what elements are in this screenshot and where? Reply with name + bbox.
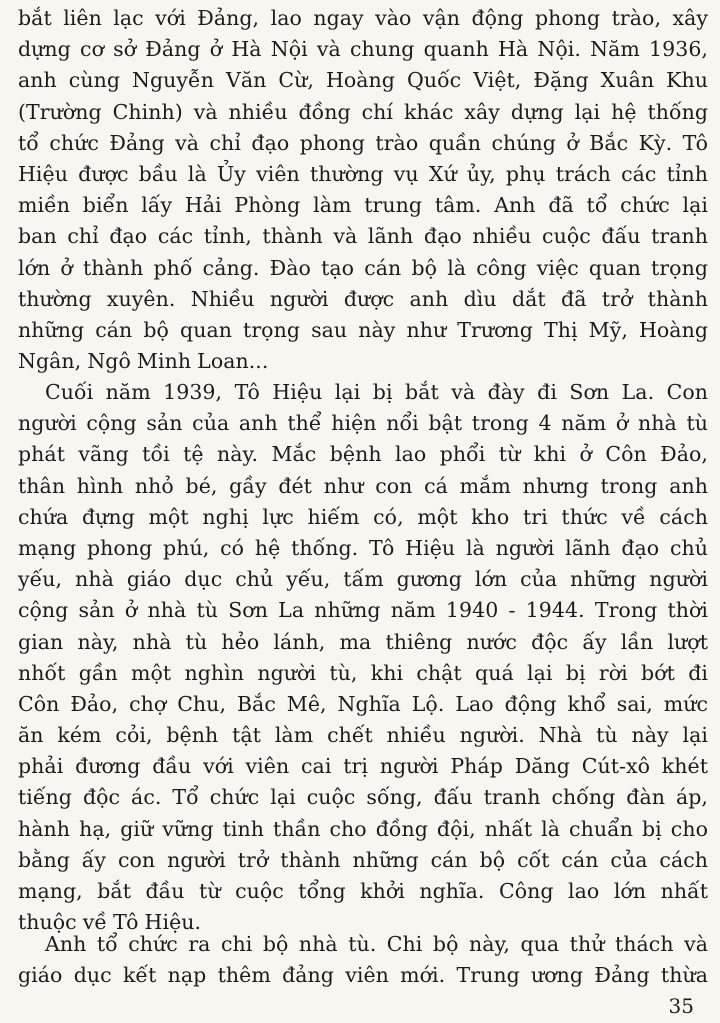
text-line: mạng, bắt đầu từ cuộc tổng khởi nghĩa. Công lao lớn nhất (18, 879, 708, 903)
text-line: dựng cơ sở Đảng ở Hà Nội và chung quanh Hà Nội. Năm 1936, (18, 37, 708, 62)
text-line: yếu, nhà giáo dục chủ yếu, tấm gương lớn của những người (18, 567, 708, 592)
text-line: Côn Đảo, chợ Chu, Bắc Mê, Nghĩa Lộ. Lao động khổ sai, mức (18, 691, 708, 716)
text-line: hành hạ, giữ vững tinh thần cho đồng đội, nhất là chuẩn bị cho (18, 816, 708, 841)
text-line: tiếng độc ác. Tổ chức lại cuộc sống, đấu tranh chống đàn áp, (18, 785, 708, 810)
text-line: ban chỉ đạo các tỉnh, thành và lãnh đạo nhiều cuộc đấu tranh (18, 224, 708, 249)
text-line: thường xuyên. Nhiều người được anh dìu dắt đã trở thành (18, 286, 708, 311)
text-line: phải đương đầu với viên cai trị người Pháp Dăng Cút-xô khét (18, 754, 708, 779)
text-line: bằng ấy con người trở thành những cán bộ cốt cán của cách (18, 847, 708, 872)
paragraph-1 (18, 3, 708, 377)
text-line: Cuối năm 1939, Tô Hiệu lại bị bắt và đày đi Sơn La. Con (45, 380, 708, 404)
text-line: mạng phong phú, có hệ thống. Tô Hiệu là người lãnh đạo chủ (18, 535, 708, 560)
text-line: người cộng sản của anh thể hiện nổi bật trong 4 năm ở nhà tù (18, 411, 708, 436)
text-line: ăn kém cỏi, bệnh tật làm chết nhiều người. Nhà tù này lại (18, 723, 708, 748)
text-line: Ngân, Ngô Minh Loan... (18, 349, 269, 374)
page-number: 35 (668, 994, 694, 1018)
paragraph-3 (18, 929, 708, 991)
text-line: Anh tổ chức ra chi bộ nhà tù. Chi bộ này, qua thử thách và (45, 932, 708, 956)
text-line: nhốt gần một nghìn người tù, khi chật quá lại bị rời bớt đi (18, 660, 708, 685)
text-line: phát vãng tồi tệ này. Mắc bệnh lao phổi từ khi ở Côn Đảo, (18, 442, 708, 467)
text-line: những cán bộ quan trọng sau này như Trương Thị Mỹ, Hoàng (18, 317, 708, 342)
text-line: (Trường Chinh) và nhiều đồng chí khác xây dựng lại hệ thống (18, 99, 708, 124)
text-line: Hiệu được bầu là Ủy viên thường vụ Xứ ủy, phụ trách các tỉnh (18, 161, 708, 186)
text-line: cộng sản ở nhà tù Sơn La những năm 1940 - 1944. Trong thời (18, 598, 708, 623)
text-line: tổ chức Đảng và chỉ đạo phong trào quần chúng ở Bắc Kỳ. Tô (18, 130, 708, 155)
text-line: anh cùng Nguyễn Văn Cừ, Hoàng Quốc Việt, Đặng Xuân Khu (18, 68, 708, 93)
text-line: thuộc về Tô Hiệu. (18, 910, 202, 935)
text-line: bắt liên lạc với Đảng, lao ngay vào vận động phong trào, xây (18, 6, 708, 30)
text-line: gian này, nhà tù hẻo lánh, ma thiêng nước độc ấy lần lượt (18, 629, 708, 654)
paragraph-2 (18, 377, 708, 938)
text-line: lớn ở thành phố cảng. Đào tạo cán bộ là công việc quan trọng (18, 255, 708, 280)
text-line: miền biển lấy Hải Phòng làm trung tâm. Anh đã tổ chức lại (18, 193, 708, 218)
book-page (18, 0, 708, 1023)
text-line: thân hình nhỏ bé, gầy đét như con cá mắm nhưng trong anh (18, 473, 708, 498)
text-line: chứa đựng một nghị lực hiếm có, một kho tri thức về cách (18, 504, 708, 529)
text-line: giáo dục kết nạp thêm đảng viên mới. Trung ương Đảng thừa (18, 963, 708, 988)
